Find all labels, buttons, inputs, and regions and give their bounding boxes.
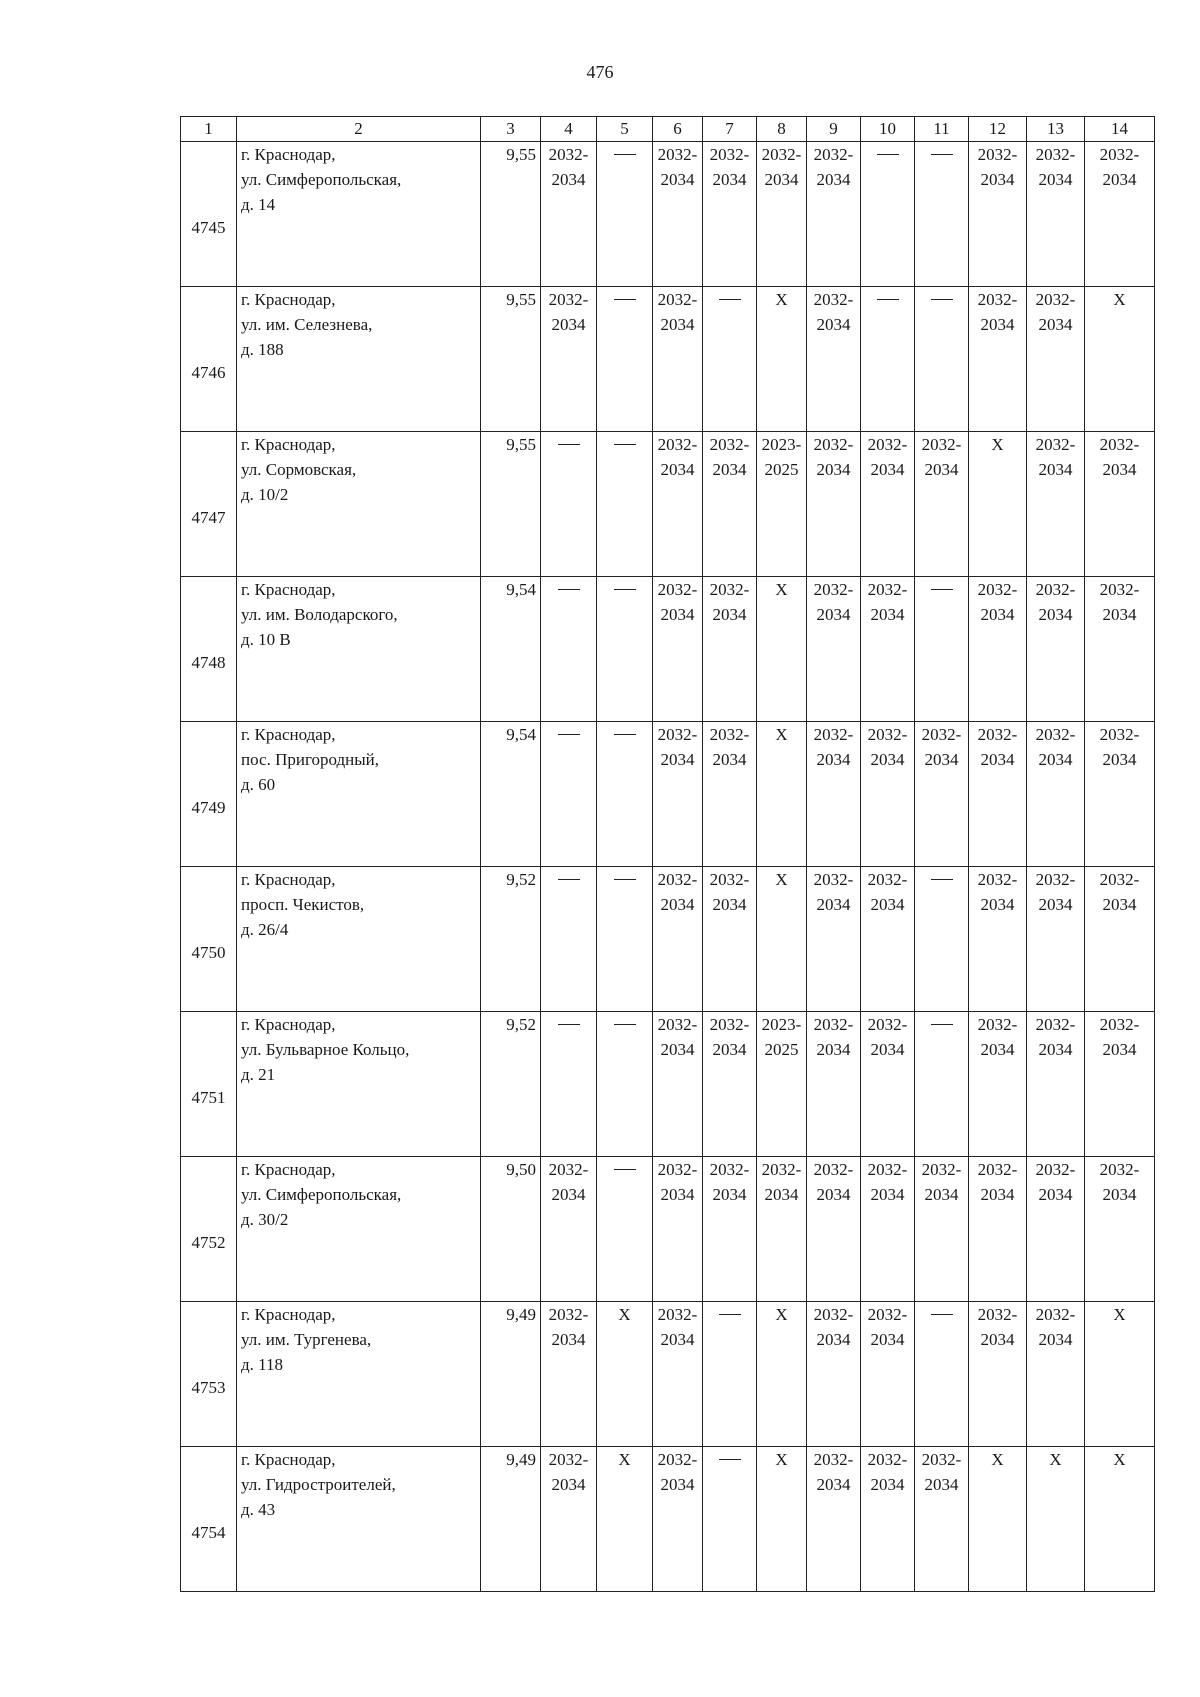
- table-row: [181, 577, 1155, 722]
- value-cell-col-6: [653, 432, 703, 577]
- year-range: 2032- 2034: [1099, 580, 1140, 624]
- dash-mark: [931, 879, 953, 880]
- address-line: г. Краснодар,: [241, 290, 336, 309]
- value-cell-col-13: X: [1027, 1447, 1085, 1592]
- year-range: 2032- 2034: [813, 290, 854, 334]
- column-header-3: 3: [481, 117, 541, 142]
- value-cell-col-13: [1027, 722, 1085, 867]
- address-line: пос. Пригородный,: [241, 750, 380, 769]
- value-cell-col-12: [969, 1157, 1027, 1302]
- value-cell-col-4: [541, 1157, 597, 1302]
- column-header-14: 14: [1085, 117, 1155, 142]
- value-cell-col-12: [969, 722, 1027, 867]
- address-line: г. Краснодар,: [241, 580, 336, 599]
- table-row: [181, 432, 1155, 577]
- value-cell-col-9: [807, 1302, 861, 1447]
- value-cell-col-6: [653, 1447, 703, 1592]
- value-cell-col-7: [703, 432, 757, 577]
- row-number: 4747: [181, 432, 237, 577]
- column-header-1: 1: [181, 117, 237, 142]
- address-cell: [237, 722, 481, 867]
- value-cell-col-8: X: [757, 1302, 807, 1447]
- year-range: 2032- 2034: [977, 1015, 1018, 1059]
- column-header-10: 10: [861, 117, 915, 142]
- table-row: [181, 1447, 1155, 1592]
- table-row: [181, 1302, 1155, 1447]
- address-line: г. Краснодар,: [241, 1305, 336, 1324]
- column-header-2: 2: [237, 117, 481, 142]
- value-cell-col-11: [915, 432, 969, 577]
- value-cell-col-10: [861, 577, 915, 722]
- score-cell: 9,54: [481, 577, 541, 722]
- address-cell: [237, 867, 481, 1012]
- value-cell-col-7: [703, 1012, 757, 1157]
- year-range: 2032- 2034: [709, 1160, 750, 1204]
- value-cell-col-6: [653, 142, 703, 287]
- address-line: д. 10 В: [241, 630, 291, 649]
- value-cell-col-13: [1027, 287, 1085, 432]
- value-cell-col-4: [541, 432, 597, 577]
- value-cell-col-8: X: [757, 287, 807, 432]
- year-range: 2032- 2034: [867, 580, 908, 624]
- dash-mark: [614, 879, 636, 880]
- value-cell-col-9: [807, 1447, 861, 1592]
- address-cell: [237, 287, 481, 432]
- value-cell-col-4: [541, 867, 597, 1012]
- year-range: 2032- 2034: [813, 1450, 854, 1494]
- value-cell-col-9: [807, 722, 861, 867]
- address-line: д. 26/4: [241, 920, 289, 939]
- year-range: 2032- 2034: [657, 290, 698, 334]
- score-cell: 9,54: [481, 722, 541, 867]
- year-range: 2032- 2034: [548, 1305, 589, 1349]
- value-cell-col-8: [757, 142, 807, 287]
- year-range: 2032- 2034: [813, 580, 854, 624]
- value-cell-col-10: [861, 1157, 915, 1302]
- year-range: 2032- 2034: [761, 1160, 802, 1204]
- value-cell-col-5: X: [597, 1302, 653, 1447]
- year-range: 2032- 2034: [867, 1305, 908, 1349]
- year-range: 2032- 2034: [657, 1305, 698, 1349]
- address-line: д. 118: [241, 1355, 284, 1374]
- year-range: 2032- 2034: [1035, 725, 1076, 769]
- year-range: 2032- 2034: [709, 870, 750, 914]
- year-range: 2032- 2034: [709, 1015, 750, 1059]
- address-cell: [237, 432, 481, 577]
- row-number: 4746: [181, 287, 237, 432]
- year-range: 2032- 2034: [977, 1160, 1018, 1204]
- row-number: 4748: [181, 577, 237, 722]
- value-cell-col-8: [757, 1012, 807, 1157]
- address-line: г. Краснодар,: [241, 145, 336, 164]
- year-range: 2032- 2034: [867, 725, 908, 769]
- value-cell-col-10: [861, 1302, 915, 1447]
- value-cell-col-7: [703, 142, 757, 287]
- year-range: 2023- 2025: [761, 1015, 802, 1059]
- address-line: ул. им. Селезнева,: [241, 315, 373, 334]
- address-line: г. Краснодар,: [241, 1450, 336, 1469]
- address-line: д. 10/2: [241, 485, 289, 504]
- table-row: [181, 1012, 1155, 1157]
- table-header: [181, 117, 1155, 142]
- value-cell-col-5: [597, 142, 653, 287]
- value-cell-col-14: [1085, 142, 1155, 287]
- row-number: 4753: [181, 1302, 237, 1447]
- year-range: 2032- 2034: [977, 725, 1018, 769]
- score-cell: 9,52: [481, 1012, 541, 1157]
- value-cell-col-8: X: [757, 722, 807, 867]
- row-number: 4745: [181, 142, 237, 287]
- row-number: 4750: [181, 867, 237, 1012]
- value-cell-col-11: [915, 722, 969, 867]
- value-cell-col-5: [597, 867, 653, 1012]
- dash-mark: [614, 1024, 636, 1025]
- year-range: 2032- 2034: [867, 870, 908, 914]
- score-cell: 9,50: [481, 1157, 541, 1302]
- value-cell-col-4: [541, 1012, 597, 1157]
- value-cell-col-9: [807, 287, 861, 432]
- address-cell: [237, 577, 481, 722]
- dash-mark: [614, 154, 636, 155]
- address-line: д. 60: [241, 775, 276, 794]
- value-cell-col-13: [1027, 1012, 1085, 1157]
- value-cell-col-9: [807, 867, 861, 1012]
- value-cell-col-5: [597, 287, 653, 432]
- value-cell-col-13: [1027, 432, 1085, 577]
- table-row: [181, 722, 1155, 867]
- value-cell-col-13: [1027, 577, 1085, 722]
- address-line: д. 30/2: [241, 1210, 289, 1229]
- dash-mark: [719, 299, 741, 300]
- value-cell-col-4: [541, 287, 597, 432]
- year-range: 2032- 2034: [1035, 1160, 1076, 1204]
- year-range: 2032- 2034: [977, 145, 1018, 189]
- value-cell-col-6: [653, 287, 703, 432]
- address-line: д. 14: [241, 195, 276, 214]
- value-cell-col-6: [653, 1157, 703, 1302]
- dash-mark: [877, 154, 899, 155]
- header-row: [181, 117, 1155, 142]
- value-cell-col-7: [703, 867, 757, 1012]
- value-cell-col-14: X: [1085, 1302, 1155, 1447]
- year-range: 2023- 2025: [761, 435, 802, 479]
- value-cell-col-5: [597, 1012, 653, 1157]
- year-range: 2032- 2034: [1035, 580, 1076, 624]
- address-line: ул. Симферопольская,: [241, 170, 402, 189]
- page-number: 476: [586, 62, 614, 82]
- value-cell-col-11: [915, 142, 969, 287]
- year-range: 2032- 2034: [813, 145, 854, 189]
- address-line: д. 21: [241, 1065, 276, 1084]
- year-range: 2032- 2034: [921, 435, 962, 479]
- address-line: г. Краснодар,: [241, 725, 336, 744]
- value-cell-col-5: [597, 577, 653, 722]
- value-cell-col-7: [703, 1157, 757, 1302]
- value-cell-col-8: X: [757, 577, 807, 722]
- year-range: 2032- 2034: [657, 1160, 698, 1204]
- row-number: 4754: [181, 1447, 237, 1592]
- table-row: [181, 287, 1155, 432]
- year-range: 2032- 2034: [1099, 1160, 1140, 1204]
- address-cell: [237, 1012, 481, 1157]
- address-line: ул. Бульварное Кольцо,: [241, 1040, 410, 1059]
- row-number: 4749: [181, 722, 237, 867]
- value-cell-col-12: [969, 577, 1027, 722]
- year-range: 2032- 2034: [813, 870, 854, 914]
- dash-mark: [614, 444, 636, 445]
- value-cell-col-13: [1027, 1157, 1085, 1302]
- year-range: 2032- 2034: [548, 1450, 589, 1494]
- year-range: 2032- 2034: [657, 435, 698, 479]
- value-cell-col-8: X: [757, 867, 807, 1012]
- column-header-9: 9: [807, 117, 861, 142]
- score-cell: 9,55: [481, 142, 541, 287]
- address-line: просп. Чекистов,: [241, 895, 365, 914]
- address-line: ул. Симферопольская,: [241, 1185, 402, 1204]
- value-cell-col-11: [915, 867, 969, 1012]
- value-cell-col-8: [757, 1157, 807, 1302]
- address-line: г. Краснодар,: [241, 870, 336, 889]
- value-cell-col-5: [597, 432, 653, 577]
- value-cell-col-11: [915, 287, 969, 432]
- dash-mark: [558, 444, 580, 445]
- year-range: 2032- 2034: [657, 725, 698, 769]
- value-cell-col-9: [807, 1012, 861, 1157]
- value-cell-col-7: [703, 1447, 757, 1592]
- address-line: ул. им. Тургенева,: [241, 1330, 372, 1349]
- value-cell-col-12: [969, 1012, 1027, 1157]
- value-cell-col-14: [1085, 867, 1155, 1012]
- year-range: 2032- 2034: [813, 435, 854, 479]
- value-cell-col-4: [541, 577, 597, 722]
- year-range: 2032- 2034: [1035, 290, 1076, 334]
- value-cell-col-9: [807, 1157, 861, 1302]
- value-cell-col-11: [915, 1302, 969, 1447]
- year-range: 2032- 2034: [921, 1450, 962, 1494]
- address-line: г. Краснодар,: [241, 435, 336, 454]
- value-cell-col-6: [653, 577, 703, 722]
- column-header-4: 4: [541, 117, 597, 142]
- year-range: 2032- 2034: [1099, 1015, 1140, 1059]
- year-range: 2032- 2034: [761, 145, 802, 189]
- year-range: 2032- 2034: [657, 145, 698, 189]
- column-header-6: 6: [653, 117, 703, 142]
- year-range: 2032- 2034: [1035, 1305, 1076, 1349]
- value-cell-col-14: [1085, 1012, 1155, 1157]
- year-range: 2032- 2034: [548, 145, 589, 189]
- year-range: 2032- 2034: [1099, 435, 1140, 479]
- dash-mark: [719, 1459, 741, 1460]
- value-cell-col-10: [861, 867, 915, 1012]
- address-line: ул. Сормовская,: [241, 460, 357, 479]
- year-range: 2032- 2034: [709, 725, 750, 769]
- year-range: 2032- 2034: [813, 725, 854, 769]
- dash-mark: [558, 589, 580, 590]
- value-cell-col-6: [653, 722, 703, 867]
- value-cell-col-14: [1085, 577, 1155, 722]
- year-range: 2032- 2034: [657, 870, 698, 914]
- value-cell-col-11: [915, 1447, 969, 1592]
- address-line: ул. им. Володарского,: [241, 605, 398, 624]
- table-row: [181, 1157, 1155, 1302]
- address-cell: [237, 1302, 481, 1447]
- year-range: 2032- 2034: [709, 580, 750, 624]
- year-range: 2032- 2034: [921, 725, 962, 769]
- address-line: г. Краснодар,: [241, 1015, 336, 1034]
- value-cell-col-11: [915, 577, 969, 722]
- value-cell-col-11: [915, 1157, 969, 1302]
- value-cell-col-10: [861, 722, 915, 867]
- address-line: д. 43: [241, 1500, 276, 1519]
- column-header-8: 8: [757, 117, 807, 142]
- value-cell-col-12: X: [969, 432, 1027, 577]
- value-cell-col-4: [541, 722, 597, 867]
- year-range: 2032- 2034: [977, 290, 1018, 334]
- value-cell-col-12: X: [969, 1447, 1027, 1592]
- year-range: 2032- 2034: [657, 1450, 698, 1494]
- value-cell-col-8: X: [757, 1447, 807, 1592]
- year-range: 2032- 2034: [548, 290, 589, 334]
- dash-mark: [558, 734, 580, 735]
- score-cell: 9,52: [481, 867, 541, 1012]
- value-cell-col-7: [703, 577, 757, 722]
- value-cell-col-12: [969, 287, 1027, 432]
- value-cell-col-14: X: [1085, 1447, 1155, 1592]
- value-cell-col-14: [1085, 1157, 1155, 1302]
- value-cell-col-10: [861, 1012, 915, 1157]
- column-header-7: 7: [703, 117, 757, 142]
- address-line: д. 188: [241, 340, 284, 359]
- year-range: 2032- 2034: [1099, 870, 1140, 914]
- dash-mark: [719, 1314, 741, 1315]
- table-row: [181, 867, 1155, 1012]
- table-body: [181, 142, 1155, 1592]
- dash-mark: [558, 1024, 580, 1025]
- year-range: 2032- 2034: [709, 145, 750, 189]
- value-cell-col-10: [861, 287, 915, 432]
- address-line: ул. Гидростроителей,: [241, 1475, 396, 1494]
- table-row: [181, 142, 1155, 287]
- dash-mark: [931, 154, 953, 155]
- year-range: 2032- 2034: [867, 435, 908, 479]
- value-cell-col-4: [541, 142, 597, 287]
- value-cell-col-14: X: [1085, 287, 1155, 432]
- dash-mark: [931, 299, 953, 300]
- row-number: 4751: [181, 1012, 237, 1157]
- value-cell-col-9: [807, 577, 861, 722]
- year-range: 2032- 2034: [977, 1305, 1018, 1349]
- year-range: 2032- 2034: [867, 1450, 908, 1494]
- row-number: 4752: [181, 1157, 237, 1302]
- value-cell-col-7: [703, 722, 757, 867]
- value-cell-col-11: [915, 1012, 969, 1157]
- value-cell-col-6: [653, 1012, 703, 1157]
- value-cell-col-12: [969, 142, 1027, 287]
- address-cell: [237, 142, 481, 287]
- score-cell: 9,49: [481, 1302, 541, 1447]
- address-cell: [237, 1157, 481, 1302]
- year-range: 2032- 2034: [1035, 870, 1076, 914]
- value-cell-col-5: [597, 722, 653, 867]
- score-cell: 9,55: [481, 432, 541, 577]
- year-range: 2032- 2034: [1035, 435, 1076, 479]
- year-range: 2032- 2034: [548, 1160, 589, 1204]
- value-cell-col-5: X: [597, 1447, 653, 1592]
- value-cell-col-12: [969, 1302, 1027, 1447]
- year-range: 2032- 2034: [1099, 145, 1140, 189]
- value-cell-col-10: [861, 1447, 915, 1592]
- year-range: 2032- 2034: [813, 1160, 854, 1204]
- value-cell-col-13: [1027, 1302, 1085, 1447]
- dash-mark: [931, 1314, 953, 1315]
- value-cell-col-13: [1027, 867, 1085, 1012]
- year-range: 2032- 2034: [977, 580, 1018, 624]
- address-cell: [237, 1447, 481, 1592]
- year-range: 2032- 2034: [813, 1015, 854, 1059]
- year-range: 2032- 2034: [1099, 725, 1140, 769]
- year-range: 2032- 2034: [709, 435, 750, 479]
- dash-mark: [877, 299, 899, 300]
- value-cell-col-9: [807, 432, 861, 577]
- value-cell-col-14: [1085, 432, 1155, 577]
- value-cell-col-5: [597, 1157, 653, 1302]
- year-range: 2032- 2034: [921, 1160, 962, 1204]
- value-cell-col-6: [653, 867, 703, 1012]
- value-cell-col-8: [757, 432, 807, 577]
- value-cell-col-14: [1085, 722, 1155, 867]
- value-cell-col-10: [861, 142, 915, 287]
- value-cell-col-4: [541, 1447, 597, 1592]
- housing-program-table: [180, 116, 1155, 1592]
- column-header-11: 11: [915, 117, 969, 142]
- year-range: 2032- 2034: [1035, 145, 1076, 189]
- value-cell-col-9: [807, 142, 861, 287]
- year-range: 2032- 2034: [977, 870, 1018, 914]
- column-header-12: 12: [969, 117, 1027, 142]
- dash-mark: [614, 1169, 636, 1170]
- value-cell-col-13: [1027, 142, 1085, 287]
- dash-mark: [614, 299, 636, 300]
- dash-mark: [931, 1024, 953, 1025]
- value-cell-col-7: [703, 287, 757, 432]
- year-range: 2032- 2034: [1035, 1015, 1076, 1059]
- dash-mark: [614, 734, 636, 735]
- dash-mark: [931, 589, 953, 590]
- value-cell-col-12: [969, 867, 1027, 1012]
- column-header-13: 13: [1027, 117, 1085, 142]
- year-range: 2032- 2034: [657, 580, 698, 624]
- year-range: 2032- 2034: [867, 1015, 908, 1059]
- score-cell: 9,55: [481, 287, 541, 432]
- year-range: 2032- 2034: [813, 1305, 854, 1349]
- year-range: 2032- 2034: [657, 1015, 698, 1059]
- value-cell-col-7: [703, 1302, 757, 1447]
- dash-mark: [614, 589, 636, 590]
- value-cell-col-10: [861, 432, 915, 577]
- score-cell: 9,49: [481, 1447, 541, 1592]
- value-cell-col-4: [541, 1302, 597, 1447]
- address-line: г. Краснодар,: [241, 1160, 336, 1179]
- column-header-5: 5: [597, 117, 653, 142]
- dash-mark: [558, 879, 580, 880]
- value-cell-col-6: [653, 1302, 703, 1447]
- year-range: 2032- 2034: [867, 1160, 908, 1204]
